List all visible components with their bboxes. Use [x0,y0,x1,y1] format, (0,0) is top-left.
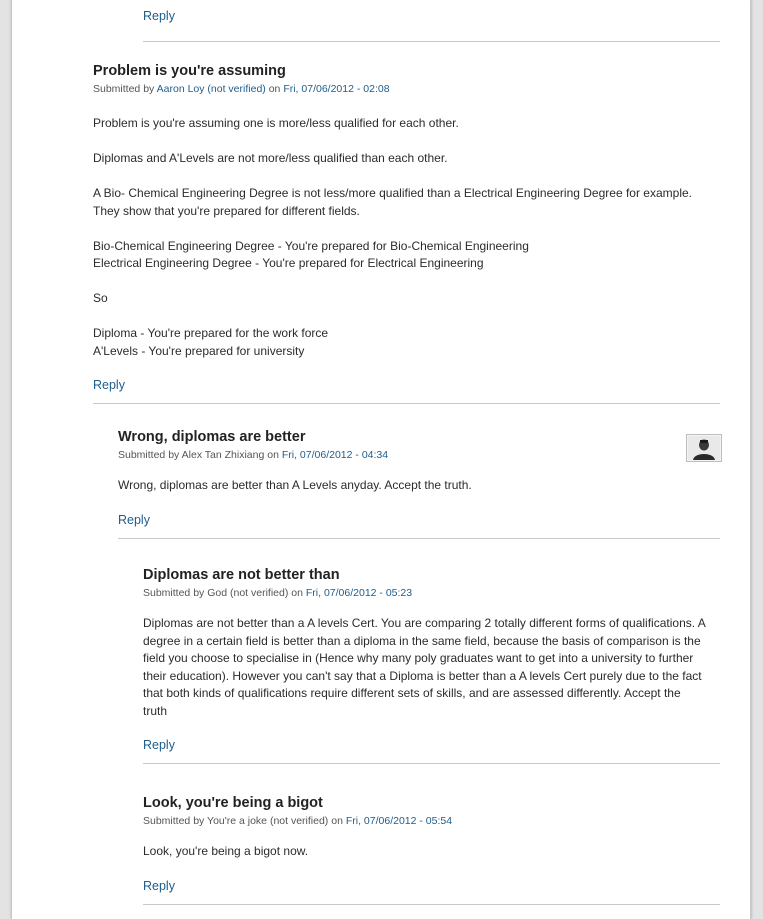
reply-link[interactable]: Reply [118,512,150,527]
comment-paragraph: Diplomas and A'Levels are not more/less qualified than each other. [93,151,448,165]
comment-paragraph: Bio-Chemical Engineering Degree - You're prepared for Bio-Chemical Engineering [93,238,529,253]
comment-paragraph: Look, you're being a bigot now. [143,844,309,858]
reply-link[interactable]: Reply [143,878,175,893]
comment-meta: Submitted by Alex Tan Zhixiang on Fri, 07/06/2012 - 04:34 [118,449,389,461]
comment-paragraph: They show that you're prepared for different fields. [93,203,360,218]
comment-permalink[interactable]: Fri, 07/06/2012 - 05:54 [345,815,453,827]
comment-paragraph: Problem is you're assuming one is more/less qualified for each other. [93,116,459,130]
comment-paragraph: Diploma - You're prepared for the work force [93,326,329,340]
comment-permalink[interactable]: Fri, 07/06/2012 - 05:23 [305,587,413,599]
author-link[interactable]: Aaron Loy (not verified) [156,83,266,95]
comment-title[interactable]: Look, you're being a bigot [143,795,323,811]
comment [93,62,720,404]
comment-permalink[interactable]: Fri, 07/06/2012 - 04:34 [281,449,389,461]
comment [118,428,720,539]
divider [143,904,720,905]
reply-link[interactable]: Reply [143,9,175,23]
comment [143,794,720,905]
comment-title[interactable]: Diplomas are not better than [143,567,340,583]
divider [143,763,720,764]
comment-body [93,115,720,360]
comment-paragraph: A'Levels - You're prepared for university [93,343,305,358]
comment-title[interactable]: Wrong, diplomas are better [118,429,306,445]
reply-link[interactable]: Reply [143,738,175,752]
comment-paragraph: Wrong, diplomas are better than A Levels anyday. Accept the truth. [118,478,472,492]
divider [143,41,720,42]
user-avatar-icon [688,436,720,460]
comment-paragraph: their education). However you can't say that a Diploma is better than a A levels Cert purely due to the fact [143,668,702,683]
author-name: God (not verified) [207,587,289,599]
comment [143,566,720,764]
author-name: You're a joke (not verified) [207,815,329,827]
comment-meta: Submitted by You're a joke (not verified) on Fri, 07/06/2012 - 05:54 [143,815,453,827]
comment-paragraph: truth [143,703,168,718]
divider [118,538,720,539]
comment-paragraph: A Bio- Chemical Engineering Degree is not less/more qualified than a Electrical Engineering Degree for example. [93,186,692,200]
comment-paragraph: field you choose to specialise in (Hence why many poly graduates want to get into a university to further [143,651,694,665]
author-name: Alex Tan Zhixiang [181,449,265,461]
comment-paragraph: that both kinds of qualifications require different sets of skills, and are assessed differently. Accept the [143,686,681,700]
comment-paragraph: So [93,291,108,305]
comment-permalink[interactable]: Fri, 07/06/2012 - 02:08 [283,83,390,95]
reply-link[interactable]: Reply [93,378,125,392]
comment-title[interactable]: Problem is you're assuming [93,63,286,79]
comment-body [143,843,720,861]
comment-body [118,477,720,495]
page-content [11,0,751,919]
comment-body [143,615,720,720]
divider [93,403,720,404]
comment-paragraph: Electrical Engineering Degree - You're prepared for Electrical Engineering [93,256,484,270]
comment-meta: Submitted by Aaron Loy (not verified) on Fri, 07/06/2012 - 02:08 [93,83,390,95]
comment-paragraph: Diplomas are not better than a A levels Cert. You are comparing 2 totally different forms of qualifications. A [143,616,706,630]
comment-paragraph: degree in a certain field is better than a diploma in the same field, because the basis of comparison is the [143,633,701,648]
user-avatar[interactable] [686,434,722,462]
comment-meta: Submitted by God (not verified) on Fri, 07/06/2012 - 05:23 [143,587,413,599]
